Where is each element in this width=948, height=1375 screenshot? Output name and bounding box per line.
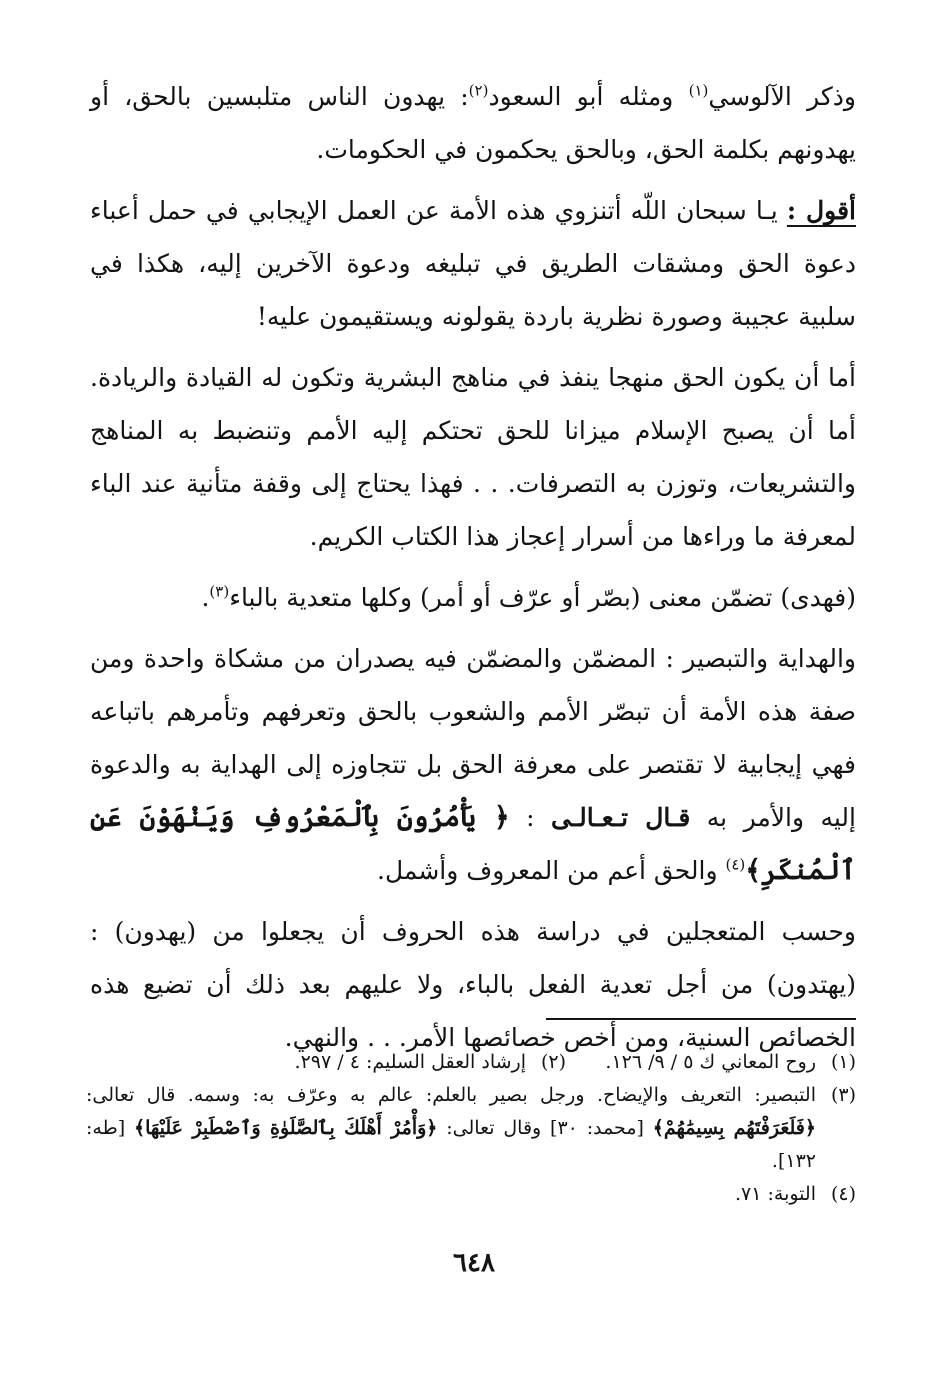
footnote-ref-3[interactable]: (٣) bbox=[209, 582, 230, 601]
p2-text: يـا سبحان اللّه أتنزوي هذه الأمة عن العمل الإيجابي في حمل أعباء دعوة الحق ومشقات الطريق في تبليغه ودعوة الآخرين إليه، هكذا في سلبية عجيبة وصورة نظرية باردة يقولونه ويستقيمون عليه! bbox=[90, 196, 856, 331]
footnote-3-number: (٣) bbox=[830, 1084, 856, 1106]
p5-text-b: والحق أعم من المعروف وأشمل. bbox=[377, 856, 726, 885]
footnote-2-number: (٢) bbox=[540, 1051, 566, 1073]
p5-text-a: والهداية والتبصير : المضمّن والمضمّن فيه يصدران من مشكاة واحدة ومن صفة هذه الأمة أن تبصّر الأمم والشعوب بالحق وتعرفهم وتأمرهم باتباعه فهي إيجابية لا تقتصر على معرفة الحق بل تتجاوزه إلى الهداية به والدعوة إليه والأمر به bbox=[90, 644, 856, 832]
main-text bbox=[90, 70, 856, 1072]
p4-text: (فهدى) تضمّن معنى (بصّر أو عرّف أو أمر) وكلها متعدية بالباء bbox=[229, 583, 856, 612]
footnote-1-text: روح المعاني ك ٥ / ٩/ ١٢٦. bbox=[605, 1051, 816, 1073]
p1-text-a: وذكر الآلوسي bbox=[708, 82, 856, 111]
footnote-3-body bbox=[86, 1079, 816, 1178]
paragraph-5 bbox=[90, 632, 856, 897]
aqul-heading: أقول : bbox=[786, 196, 856, 225]
p4-end: . bbox=[201, 583, 210, 612]
footnote-4-text: التوبة: ٧١. bbox=[734, 1183, 816, 1205]
footnote-1-number: (١) bbox=[830, 1051, 856, 1073]
footnote-3-text-c: [طه: ١٣٢]. bbox=[86, 1117, 816, 1172]
footnote-4 bbox=[86, 1178, 856, 1211]
paragraph-2 bbox=[90, 184, 856, 343]
footnote-2 bbox=[295, 1046, 566, 1079]
paragraph-6: وحسب المتعجلين في دراسة هذه الحروف أن يجعلوا من (يهدون) : (يهتدون) من أجل تعدية الفعل بالباء، ولا عليهم بعد ذلك أن تضيع هذه الخصائص السنية، ومن أخص خصائصها الأمر. . . والنهي. bbox=[90, 917, 856, 1052]
footnotes bbox=[86, 1046, 856, 1211]
footnote-3 bbox=[86, 1079, 856, 1178]
footnote-ref-2[interactable]: (٢) bbox=[468, 81, 489, 100]
page-number: ٦٤٨ bbox=[453, 1248, 495, 1278]
qal-taala: قـال تـعـالـى bbox=[550, 803, 691, 832]
paragraph-4 bbox=[90, 571, 856, 624]
p1-text-c: : يهدون الناس متلبسين بالحق، أو يهدونهم بكلمة الحق، وبالحق يحكمون في الحكومات. bbox=[90, 82, 856, 164]
footnote-3-text-a: التبصير: التعريف والإيضاح. ورجل بصير بالعلم: عالم به وعرّف به: وسمه. قال تعالى: bbox=[86, 1084, 816, 1106]
p1-text-b: ومثله أبو السعود bbox=[488, 82, 689, 111]
footnote-3-verse-1: ﴿فَلَعَرَفْتَهُم بِسِيمَٰهُمْ﴾ bbox=[652, 1117, 817, 1139]
p5-colon: : bbox=[509, 803, 551, 832]
footnote-ref-1[interactable]: (١) bbox=[688, 81, 709, 100]
footnote-ref-4[interactable]: (٤) bbox=[725, 855, 746, 874]
quran-verse: ﴿ يَأْمُرُونَ بِٱلْمَعْرُوفِ وَيَنْهَوْنَ عَنِ ٱلْمُنكَرِ﴾ bbox=[90, 802, 856, 886]
footnote-3-text-b: [محمد: ٣٠] وقال تعالى: bbox=[437, 1117, 653, 1139]
footnote-2-text: إرشاد العقل السليم: ٤ / ٢٩٧. bbox=[294, 1051, 526, 1073]
paragraph-3: أما أن يكون الحق منهجا ينفذ في مناهج البشرية وتكون له القيادة والريادة. أما أن يصبح الإسلام ميزانا للحق تحتكم إليه الأمم وتنضبط به المناهج والتشريعات، وتوزن به التصرفات. . . فهذا يحتاج إلى وقفة متأنية عند الباء لمعرفة ما وراءها من أسرار إعجاز هذا الكتاب الكريم. bbox=[90, 363, 856, 551]
footnote-row-1-2 bbox=[86, 1046, 856, 1079]
footnote-4-number: (٤) bbox=[830, 1183, 856, 1205]
footnote-3-verse-2: ﴿وَأْمُرْ أَهْلَكَ بِٱلصَّلَوٰةِ وَٱصْطَبِرْ عَلَيْهَا﴾ bbox=[133, 1117, 438, 1139]
paragraph-1 bbox=[90, 70, 856, 176]
footnote-1 bbox=[566, 1046, 856, 1079]
footnote-separator bbox=[546, 1018, 856, 1020]
